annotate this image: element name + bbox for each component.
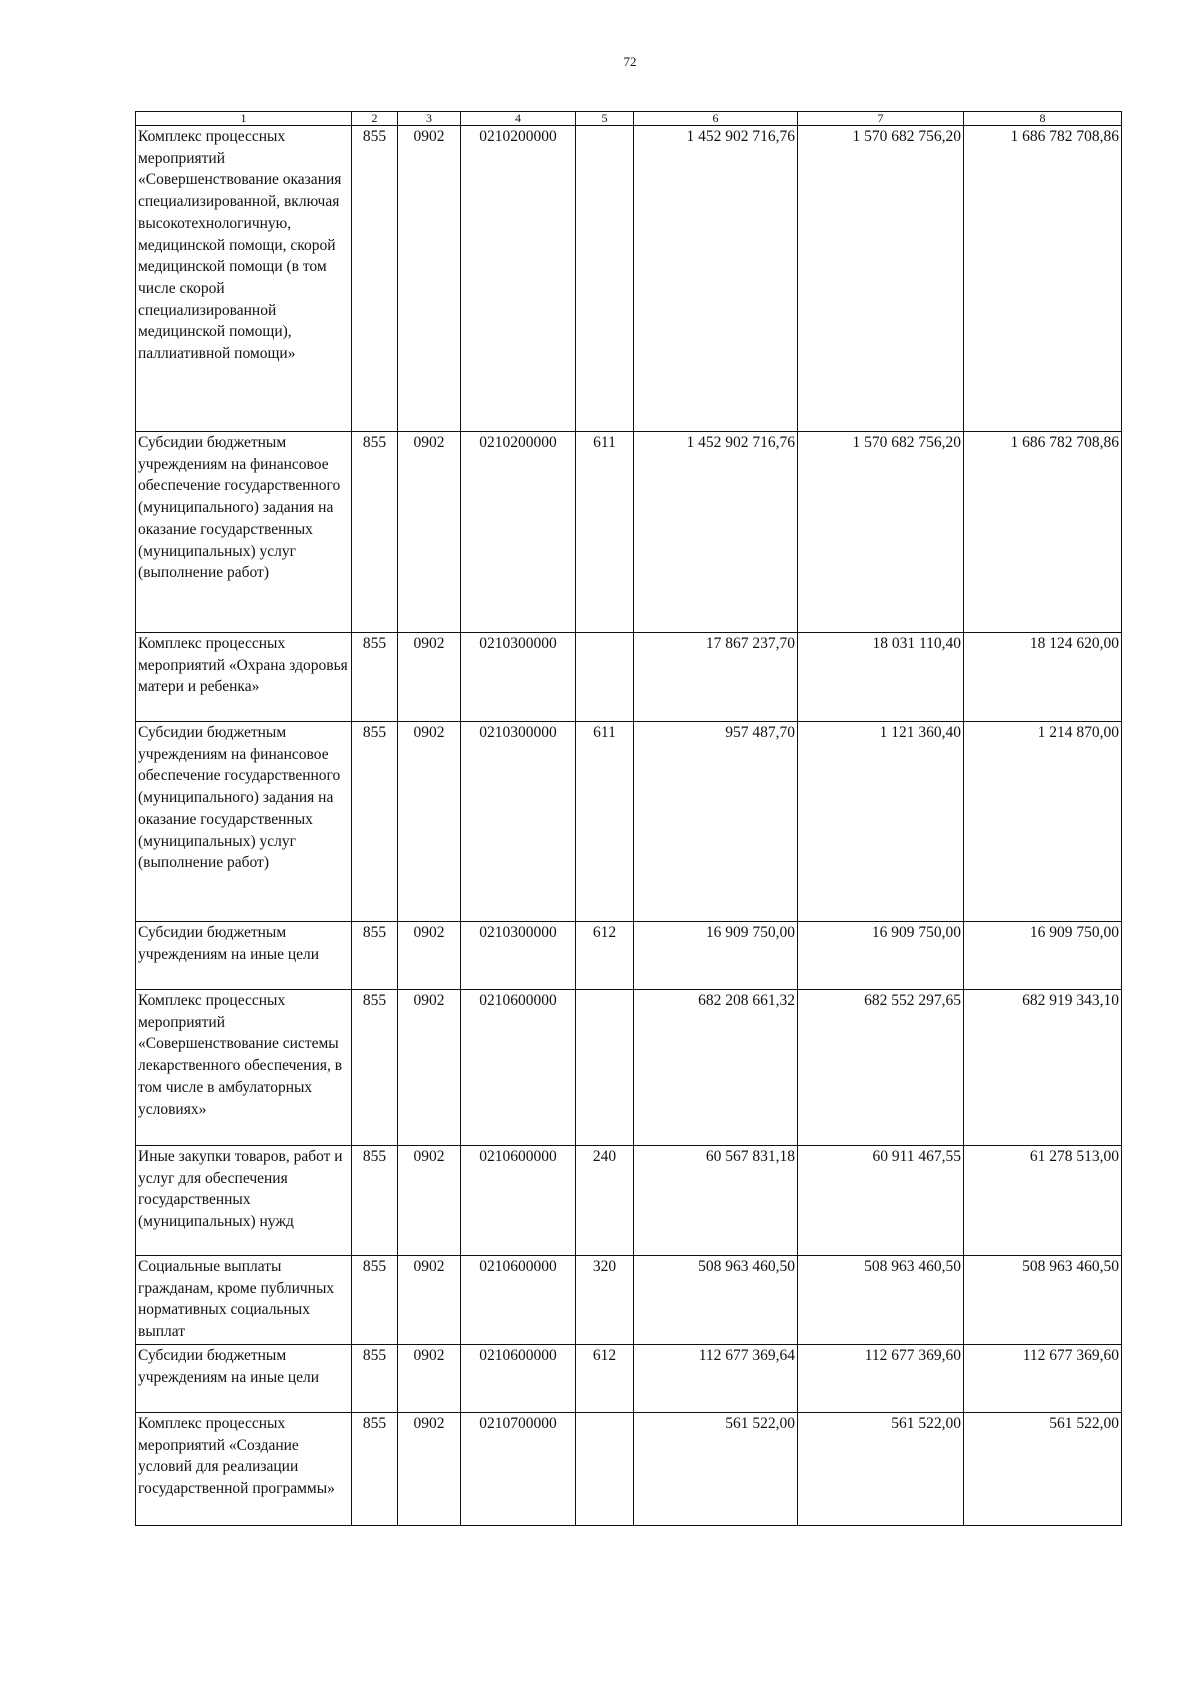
page-number: 72	[623, 54, 637, 69]
row-name: Субсидии бюджетным учреждениям на финансовое обеспечение государственного (муниципального) задания на оказание государственных (муниципальных) услуг (выполнение работ)	[136, 722, 352, 922]
table-row	[136, 922, 1122, 990]
row-name: Субсидии бюджетным учреждениям на иные цели	[136, 1345, 352, 1413]
row-name: Иные закупки товаров, работ и услуг для обеспечения государственных (муниципальных) нужд	[136, 1146, 352, 1256]
cell-code-5: 611	[576, 432, 634, 633]
cell-code-4: 0210300000	[461, 922, 576, 990]
row-name: Комплекс процессных мероприятий «Охрана здоровья матери и ребенка»	[136, 633, 352, 722]
cell-code-2: 855	[352, 1345, 398, 1413]
cell-code-3: 0902	[398, 1413, 461, 1526]
cell-code-5	[576, 126, 634, 432]
cell-amount-7: 60 911 467,55	[798, 1146, 964, 1256]
cell-code-3: 0902	[398, 1345, 461, 1413]
cell-code-3: 0902	[398, 722, 461, 922]
cell-amount-7: 1 121 360,40	[798, 722, 964, 922]
cell-amount-8: 682 919 343,10	[964, 990, 1122, 1146]
cell-code-5: 612	[576, 922, 634, 990]
table-row	[136, 990, 1122, 1146]
cell-code-2: 855	[352, 1413, 398, 1526]
cell-amount-7: 18 031 110,40	[798, 633, 964, 722]
cell-amount-8: 508 963 460,50	[964, 1256, 1122, 1345]
column-header: 1	[136, 112, 352, 126]
column-header: 8	[964, 112, 1122, 126]
cell-code-3: 0902	[398, 432, 461, 633]
cell-amount-7: 682 552 297,65	[798, 990, 964, 1146]
row-name: Социальные выплаты гражданам, кроме публичных нормативных социальных выплат	[136, 1256, 352, 1345]
cell-amount-6: 508 963 460,50	[634, 1256, 798, 1345]
row-name: Комплекс процессных мероприятий «Совершенствование оказания специализированной, включая высокотехнологичную, медицинской помощи, скорой медицинской помощи (в том числе скорой специализированной медицинской помощи), паллиативной помощи»	[136, 126, 352, 432]
cell-amount-8: 561 522,00	[964, 1413, 1122, 1526]
cell-code-3: 0902	[398, 990, 461, 1146]
cell-code-3: 0902	[398, 126, 461, 432]
cell-amount-6: 561 522,00	[634, 1413, 798, 1526]
cell-code-4: 0210600000	[461, 1256, 576, 1345]
cell-amount-6: 682 208 661,32	[634, 990, 798, 1146]
cell-code-3: 0902	[398, 1256, 461, 1345]
table-row	[136, 126, 1122, 432]
row-name: Комплекс процессных мероприятий «Совершенствование системы лекарственного обеспечения, в том числе в амбулаторных условиях»	[136, 990, 352, 1146]
table-row	[136, 1413, 1122, 1526]
cell-code-2: 855	[352, 633, 398, 722]
header-row	[136, 112, 1122, 126]
cell-amount-8: 1 214 870,00	[964, 722, 1122, 922]
table-row	[136, 1146, 1122, 1256]
cell-code-4: 0210600000	[461, 1146, 576, 1256]
cell-code-2: 855	[352, 990, 398, 1146]
row-name: Субсидии бюджетным учреждениям на иные цели	[136, 922, 352, 990]
column-header: 6	[634, 112, 798, 126]
cell-code-3: 0902	[398, 633, 461, 722]
cell-code-5: 611	[576, 722, 634, 922]
cell-code-4: 0210300000	[461, 633, 576, 722]
table-row	[136, 432, 1122, 633]
column-header: 3	[398, 112, 461, 126]
cell-code-4: 0210300000	[461, 722, 576, 922]
table-row	[136, 1345, 1122, 1413]
cell-amount-8: 112 677 369,60	[964, 1345, 1122, 1413]
cell-amount-7: 112 677 369,60	[798, 1345, 964, 1413]
cell-code-3: 0902	[398, 1146, 461, 1256]
cell-amount-7: 1 570 682 756,20	[798, 126, 964, 432]
cell-code-2: 855	[352, 722, 398, 922]
column-header: 4	[461, 112, 576, 126]
row-name: Комплекс процессных мероприятий «Создание условий для реализации государственной программы»	[136, 1413, 352, 1526]
cell-amount-8: 1 686 782 708,86	[964, 126, 1122, 432]
cell-code-2: 855	[352, 1256, 398, 1345]
cell-code-2: 855	[352, 432, 398, 633]
cell-amount-6: 1 452 902 716,76	[634, 126, 798, 432]
cell-amount-6: 17 867 237,70	[634, 633, 798, 722]
cell-amount-7: 508 963 460,50	[798, 1256, 964, 1345]
cell-code-5: 240	[576, 1146, 634, 1256]
budget-table	[135, 111, 1122, 1526]
cell-code-4: 0210600000	[461, 990, 576, 1146]
cell-amount-6: 60 567 831,18	[634, 1146, 798, 1256]
cell-amount-7: 1 570 682 756,20	[798, 432, 964, 633]
cell-code-5: 320	[576, 1256, 634, 1345]
cell-amount-6: 957 487,70	[634, 722, 798, 922]
cell-code-4: 0210600000	[461, 1345, 576, 1413]
cell-code-2: 855	[352, 126, 398, 432]
cell-amount-6: 112 677 369,64	[634, 1345, 798, 1413]
cell-code-5: 612	[576, 1345, 634, 1413]
cell-amount-8: 16 909 750,00	[964, 922, 1122, 990]
cell-code-3: 0902	[398, 922, 461, 990]
cell-code-5	[576, 1413, 634, 1526]
cell-amount-6: 16 909 750,00	[634, 922, 798, 990]
table-row	[136, 633, 1122, 722]
cell-code-2: 855	[352, 922, 398, 990]
cell-amount-8: 1 686 782 708,86	[964, 432, 1122, 633]
column-header: 5	[576, 112, 634, 126]
cell-code-5	[576, 990, 634, 1146]
cell-code-5	[576, 633, 634, 722]
column-header: 7	[798, 112, 964, 126]
row-name: Субсидии бюджетным учреждениям на финансовое обеспечение государственного (муниципального) задания на оказание государственных (муниципальных) услуг (выполнение работ)	[136, 432, 352, 633]
cell-code-4: 0210700000	[461, 1413, 576, 1526]
table-row	[136, 722, 1122, 922]
cell-amount-8: 18 124 620,00	[964, 633, 1122, 722]
cell-amount-7: 16 909 750,00	[798, 922, 964, 990]
cell-code-4: 0210200000	[461, 432, 576, 633]
cell-amount-7: 561 522,00	[798, 1413, 964, 1526]
cell-amount-6: 1 452 902 716,76	[634, 432, 798, 633]
cell-amount-8: 61 278 513,00	[964, 1146, 1122, 1256]
table-row	[136, 1256, 1122, 1345]
cell-code-2: 855	[352, 1146, 398, 1256]
cell-code-4: 0210200000	[461, 126, 576, 432]
column-header: 2	[352, 112, 398, 126]
